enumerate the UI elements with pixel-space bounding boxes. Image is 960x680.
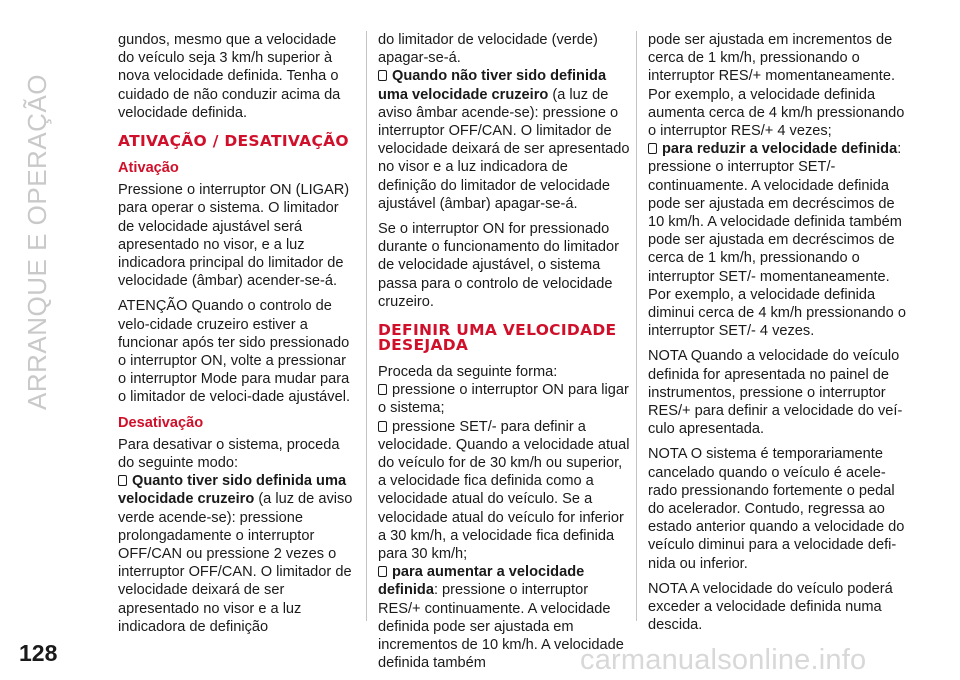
paragraph-atencao: ATENÇÃO Quando o controlo de velo-cidade cruzeiro estiver a funcionar após ter sido pressionado o interruptor ON, volte a pressionar o interruptor Mode para mudar para o limitador de veloci-dade ajustável. bbox=[118, 298, 351, 406]
paragraph-desativar: Para desativar o sistema, proceda do seguinte modo: bbox=[118, 436, 340, 472]
square-bullet-icon bbox=[378, 70, 387, 81]
watermark: carmanualsonline.info bbox=[580, 644, 867, 676]
bullet-text: : pressione o interruptor SET/- continuamente. A velocidade definida pode ser ajustada em decréscimos de 10 km/h. A velocidade definida também pode ser ajustada em decréscimos de cerca de 1 km/h, pressionando o interruptor SET/- momentaneamente. Por exemplo, a velocidade definida diminui cerca de 4 km/h pressionando o interruptor SET/- 4 vezes. bbox=[648, 141, 906, 340]
bullet-text: (a luz de aviso âmbar acende-se): pressione o interruptor OFF/CAN. O limitador de velocidade deixará de ser apresentado no visor e a luz indicadora de definição do limitador de velocidade ajustável (âmbar) apagar-se-á. bbox=[378, 86, 630, 212]
paragraph-continued: do limitador de velocidade (verde) apagar-se-á. bbox=[378, 32, 598, 67]
bullet-bold-text: Quanto tiver sido definida uma velocidade cruzeiro bbox=[118, 473, 347, 508]
paragraph-intro: gundos, mesmo que a velocidade do veículo seja 3 km/h superior à nova velocidade definida. Tenha o cuidado de não conduzir acima da velocidade definida. bbox=[118, 32, 341, 121]
bullet-text: (a luz de aviso verde acende-se): pressione prolongadamente o interruptor OFF/CAN ou pressione 2 vezes o interruptor OFF/CAN. O limitador de velocidade deixará de ser apresentado no visor e a luz indicadora de definição bbox=[118, 491, 353, 635]
subheading-ativacao: Ativação bbox=[118, 160, 179, 177]
column-divider bbox=[636, 31, 637, 621]
bullet-text: pressione SET/- para definir a velocidade. Quando a velocidade atual do veículo for de 30 km/h ou superior, a velocidade fica definida como a velocidade atual do veículo. Se a velocidade atual do veículo for inferior a 30 km/h, a velocidade fica definida para 30 km/h; bbox=[378, 418, 630, 563]
note-paragraph: NOTA O sistema é temporariamente cancelado quando o veículo é acele-rado pressionando fortemente o pedal do acelerador. Contudo, regressa ao estado anterior quando a velocidade do veículo diminui para a velocidade defi-nida ou inferior. bbox=[648, 446, 905, 572]
bullet-text: pressione o interruptor ON para ligar o sistema; bbox=[378, 382, 629, 417]
section-title-text: ARRANQUE E OPERAÇÃO bbox=[22, 73, 52, 410]
bullet-bold-text: Quando não tiver sido definida uma velocidade cruzeiro bbox=[378, 68, 607, 103]
square-bullet-icon bbox=[378, 566, 387, 577]
note-paragraph: NOTA A velocidade do veículo poderá exceder a velocidade definida numa descida. bbox=[648, 580, 893, 634]
text-column-1 bbox=[118, 31, 353, 643]
paragraph-se: Se o interruptor ON for pressionado durante o funcionamento do limitador de velocidade ajustável, o sistema passa para o controlo de velocidade cruzeiro. bbox=[378, 221, 619, 310]
square-bullet-icon bbox=[648, 143, 657, 154]
page-number: 128 bbox=[19, 640, 58, 666]
heading-ativacao-desativacao: ATIVAÇÃO / DESATIVAÇÃO bbox=[118, 132, 349, 151]
text-column-3 bbox=[648, 31, 906, 642]
paragraph-ativacao: Pressione o interruptor ON (LIGAR) para operar o sistema. O limitador de velocidade ajustável será apresentado no visor, e a luz indicadora principal do limitador de velocidade (âmbar) acender-se-á. bbox=[118, 182, 350, 290]
paragraph-proceda: Proceda da seguinte forma: bbox=[378, 364, 558, 381]
square-bullet-icon bbox=[378, 384, 387, 395]
bullet-item bbox=[378, 381, 630, 417]
bullet-bold-text: para aumentar a velocidade definida bbox=[378, 564, 585, 599]
square-bullet-icon bbox=[378, 421, 387, 432]
bullet-bold-text: para reduzir a velocidade definida bbox=[662, 141, 898, 158]
bullet-item bbox=[378, 67, 630, 213]
bullet-item bbox=[118, 472, 353, 636]
bullet-text: : pressione o interruptor RES/+ continuamente. A velocidade definida pode ser ajustada em incrementos de 10 km/h. A velocidade definida também bbox=[378, 582, 624, 672]
bullet-item bbox=[648, 140, 906, 340]
square-bullet-icon bbox=[118, 475, 127, 486]
heading-definir-velocidade: DEFINIR UMA VELOCIDADE DESEJADA bbox=[378, 321, 617, 355]
column-divider bbox=[366, 31, 367, 621]
note-paragraph: NOTA Quando a velocidade do veículo definida for apresentada no painel de instrumentos, pressione o interruptor RES/+ para definir a velocidade do veí-culo apresentada. bbox=[648, 348, 903, 438]
text-column-2 bbox=[378, 31, 630, 680]
paragraph-continued: pode ser ajustada em incrementos de cerca de 1 km/h, pressionando o interruptor RES/+ momentaneamente. Por exemplo, a velocidade definida aumenta cerca de 4 km/h pressionando o interruptor RES/+ 4 vezes; bbox=[648, 32, 905, 140]
subheading-desativacao: Desativação bbox=[118, 414, 204, 431]
bullet-item bbox=[378, 418, 630, 564]
